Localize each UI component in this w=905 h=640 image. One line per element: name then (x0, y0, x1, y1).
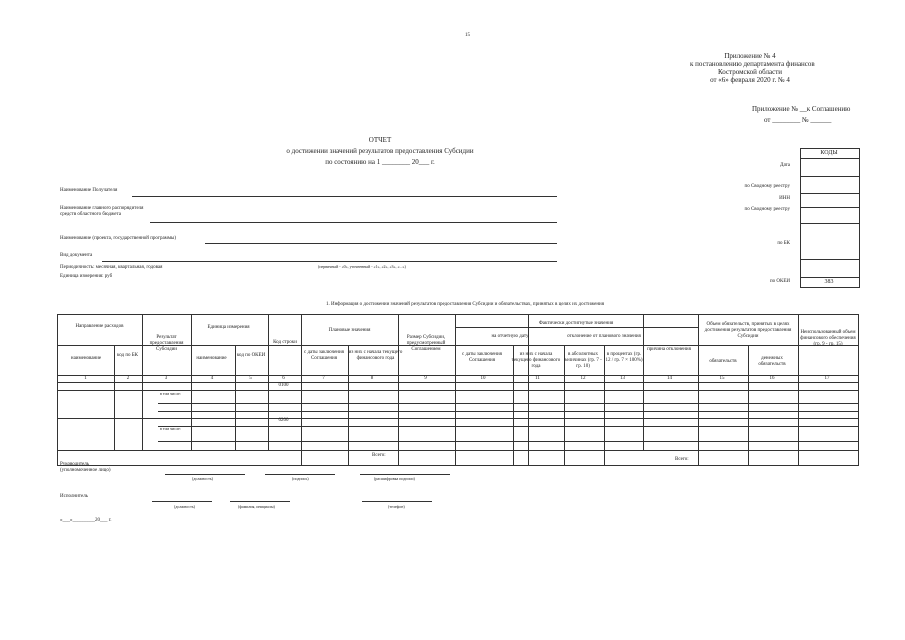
col-num: 17 (824, 376, 830, 381)
executor-label: Исполнитель (60, 494, 88, 499)
row2-incl: в том числе: (160, 426, 181, 431)
th-unit-okei: код по ОКЕИ (236, 353, 266, 358)
col-num: 15 (719, 376, 725, 381)
th-line-code: Код строки (273, 340, 297, 345)
th-amount: Размер Субсидии, предусмотренный Соглашением (406, 335, 446, 352)
col-num: 6 (282, 376, 285, 381)
codes-box (800, 148, 860, 288)
col-num: 2 (126, 376, 130, 381)
annex-line4: от «6» февраля 2020 г. № 4 (710, 76, 790, 84)
th-name: наименование (70, 356, 102, 361)
th-plan-start: из них с начала текущего финансового года (348, 350, 403, 361)
annex-block (690, 52, 815, 84)
th-dev-pct: в процентах (гр. 12 / гр. 7 × 100%) (605, 352, 643, 363)
th-unit: Единица измерения (207, 325, 250, 330)
col-num: 3 (164, 376, 168, 381)
signature-caption: (подпись) (292, 476, 309, 481)
codes-registry2-label: по Сводному реестру (744, 207, 790, 212)
periodicity-label: Периодичность: месячная, квартальная, годовая (60, 265, 163, 270)
row1-incl: в том числе: (160, 391, 181, 396)
col-num: 5 (249, 376, 252, 381)
col-num: 9 (424, 376, 427, 381)
th-fact: Фактически достигнутые значения (538, 321, 614, 326)
codes-header: КОДЫ (820, 150, 838, 156)
agreement-annex-line1: Приложение № __к Соглашению (752, 105, 851, 113)
th-plan: Плановые значения (328, 328, 371, 333)
agreement-annex-line2: от ________ № ______ (764, 116, 832, 124)
th-fact-date: с даты заключения Соглашения (462, 352, 502, 363)
codes-okei-value: 383 (824, 279, 834, 285)
doc-type-hint: (первичный - «0», уточненный - «1», «2», «3», «...») (318, 264, 406, 269)
title-line2: о достижении значений результатов предоставления Субсидии (286, 147, 474, 155)
th-oblig-money: денежных обязательств (758, 356, 786, 367)
col-num: 14 (667, 376, 672, 381)
row1-code: 0100 (278, 383, 289, 388)
codes-bk-label: по БК (777, 241, 790, 246)
codes-okei-label: по ОКЕИ (769, 279, 790, 284)
unit-label: Единица измерения: руб (60, 274, 113, 279)
section-title-text: 1. Информация о достижении значений результатов предоставления Субсидии и обязательствах, принятых в целях их достижения (325, 302, 605, 307)
signature-date: «___»_________20___ г. (60, 518, 112, 523)
position2-caption: (должность) (174, 504, 195, 509)
th-unit-name: наименование (196, 356, 227, 361)
th-unused: Неиспользованный объем финансового обеспечения (гр. 9 - гр. 15) (800, 330, 856, 347)
codes-registry-label: по Сводному реестру (744, 184, 790, 189)
codes-date-label: Дата (780, 163, 790, 168)
col-num: 11 (535, 376, 540, 381)
th-result: Результат предоставления Субсидии (149, 335, 184, 352)
title-line1: ОТЧЕТ (368, 136, 392, 144)
project-label: Наименование (проекта, государственной программы) (60, 236, 177, 241)
annex-line3: Костромской области (717, 68, 783, 76)
col-num: 16 (769, 376, 775, 381)
th-reason: причина отклонения (647, 347, 691, 352)
page-number: 15 (465, 33, 470, 38)
report-title (250, 136, 510, 166)
fio-caption: (фамилия, инициалы) (238, 504, 275, 509)
th-dev-abs: в абсолютных величинах (гр. 7 - гр. 10) (564, 352, 602, 369)
head-label-2: (уполномоченное лицо) (60, 468, 111, 473)
doc-type-label: Вид документа (60, 253, 93, 258)
th-fact-start: из них с начала текущего финансового года (511, 352, 561, 369)
th-plan-date: с даты заключения Соглашения (304, 350, 344, 361)
phone-caption: (телефон) (388, 504, 405, 509)
col-num: 4 (210, 376, 214, 381)
recipient-label: Наименование Получателя (60, 188, 118, 193)
th-obligations: Объем обязательств, принятых в целях достижения результатов предоставления Субсидии (704, 322, 792, 339)
codes-inn-label: ИНН (779, 196, 790, 201)
decode-caption: (расшифровка подписи) (374, 476, 415, 481)
annex-line1: Приложение № 4 (724, 52, 776, 60)
manager-label-1: Наименование главного распорядителя (60, 206, 144, 211)
col-num: 12 (580, 376, 586, 381)
col-num: 7 (322, 376, 325, 381)
th-code-bk: код по БК (117, 353, 138, 358)
col-num: 10 (480, 376, 486, 381)
col-num: 1 (84, 376, 87, 381)
th-oblig-acc: обязательств (709, 359, 737, 364)
th-fact-report: на отчетную дату (491, 334, 529, 339)
position-caption: (должность) (192, 476, 213, 481)
col-num: 13 (620, 376, 625, 381)
title-line3: по состоянию на 1 ________ 20___ г. (325, 158, 435, 166)
annex-line2: к постановлению департамента финансов (690, 60, 815, 68)
th-deviation: отклонение от планового значения (567, 334, 641, 339)
row2-code: 0200 (278, 418, 289, 423)
total-label: Всего: (372, 453, 386, 458)
total-label-2: Всего: (675, 457, 689, 462)
head-label-1: Руководитель (60, 462, 90, 467)
col-num: 8 (370, 376, 374, 381)
th-direction: Направление расходов (75, 324, 124, 329)
manager-label-2: средств областного бюджета (60, 212, 121, 217)
